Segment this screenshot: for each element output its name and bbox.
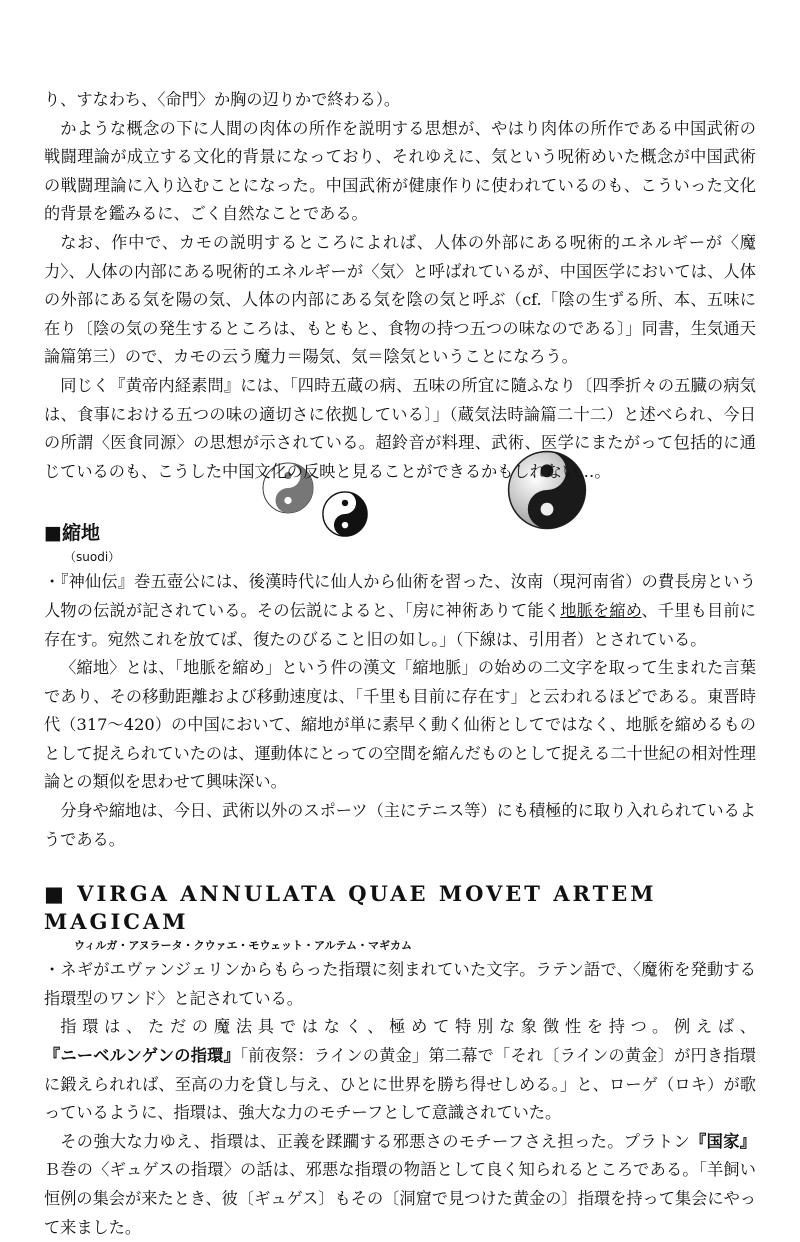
bold-title: 『国家』 <box>690 1131 756 1151</box>
paragraph-text: ・『神仙伝』巻五壺公には、後漢時代に仙人から仙術を習った、汝南（現河南省）の費長房という人物の伝説が記されている。その伝説によると、「房に神術ありて能く <box>44 572 756 620</box>
section2-paragraph-3: 分身や縮地は、今日、武術以外のスポーツ（主にテニス等）にも積極的に取り入れられているようである。 <box>44 801 756 849</box>
document-page <box>44 86 756 1242</box>
paragraph-text: その強大な力ゆえ、指環は、正義を蹂躙する邪悪さのモチーフさえ担った。プラトン <box>60 1131 691 1151</box>
section3-paragraph-1: ・ネギがエヴァンジェリンからもらった指環に刻まれていた文字。ラテン語で、〈魔術を発動する指環型のワンド〉と記されている。 <box>44 960 756 1008</box>
section3-paragraph-3 <box>44 1128 756 1242</box>
paragraph-text: 指環は、ただの魔法具ではなく、極めて特別な象徴性を持つ。例えば、 <box>60 1017 756 1037</box>
bold-title: 『ニーベルンゲンの指環』 <box>44 1046 240 1066</box>
section1-paragraph-1: り、すなわち、〈命門〉か胸の辺りかで終わる）。 <box>44 90 401 109</box>
section3-paragraph-2 <box>44 1013 756 1127</box>
section1-paragraph-2: かような概念の下に人間の肉体の所作を説明する思想が、やはり肉体の所作である中国武術の戦闘理論が成立する文化的背景になっており、それゆえに、気という呪術めいた概念が中国武術の戦闘理論に入り込むことになった。中国武術が健康作りに使われているのも、こういった文化的背景を鑑みるに、ごく自然なことである。 <box>44 118 756 224</box>
section-reading-suodi: （suodi） <box>64 550 121 565</box>
section1-paragraph-4: 同じく『黄帝内経素問』には、「四時五蔵の病、五味の所宜に隨ふなり〔四季折々の五臓の病気は、食事における五つの味の適切さに依拠している〕」（蔵気法時論篇二十二）と述べられ、今日の所謂〈医食同源〉の思想が示されている。超鈴音が料理、武術、医学にまたがって包括的に通じているのも、こうした中国文化の反映と見ることができるかもしれない…。 <box>44 375 756 481</box>
section1-paragraph-3: なお、作中で、カモの説明するところによれば、人体の外部にある呪術的エネルギーが〈魔力〉、人体の内部にある呪術的エネルギーが〈気〉と呼ばれているが、中国医学においては、人体の外部にある気を陽の気、人体の内部にある気を陰の気と呼ぶ（cf.「陰の生ずる所、本、五味に在り〔陰の気の発生するところは、もともと、食物の持つ五つの味なのである〕」同書，生気通天論篇第三）ので、カモの云う魔力＝陽気、気＝陰気ということになろう。 <box>44 232 756 367</box>
paragraph-text: 「前夜祭：ラインの黄金」第二幕で「それ〔ラインの黄金〕が円き指環に鍛えられれば、至高の力を貸し与え、ひとに世界を勝ち得せしめる。」と、ローゲ（ロキ）が歌っているように、指環は、強大な力のモチーフとして意識されていた。 <box>44 1046 756 1123</box>
section2-paragraph-2: 〈縮地〉とは、「地脈を縮め」という件の漢文「縮地脈」の始めの二文字を取って生まれた言葉であり、その移動距離および移動速度は、「千里も目前に存在す」と云われるほどである。東晋時代（317～420）の中国において、縮地が単に素早く動く仙術としてではなく、地脈を縮めるものとして捉えられていたのは、運動体にとっての空間を縮んだものとして捉える二十世紀の相対性理論との類似を思わせて興味深い。 <box>44 658 756 792</box>
section-heading-virga: ■ VIRGA ANNULATA QUAE MOVET ARTEM MAGICAM <box>44 881 657 935</box>
section-heading-shukuchi: ■縮地 <box>44 522 100 545</box>
section-reading-virga: ウィルガ・アヌラータ・クウァエ・モウェット・アルテム・マギカム <box>74 939 413 953</box>
underlined-quote: 地脈を縮め <box>560 600 642 620</box>
paragraph-text: Ｂ巻の〈ギュゲスの指環〉の話は、邪悪な指環の物語として良く知られるところである。「羊飼い恒例の集会が来たとき、彼〔ギュゲス〕もその〔洞窟で見つけた黄金の〕指環を持って集会にやって来ました。 <box>44 1160 756 1237</box>
paragraph-text: 、千里も目前に存在す。宛然これを放てば、復たのびること旧の如し。」（下線は、引用者）とされている。 <box>44 600 756 649</box>
section2-paragraph-1 <box>44 568 756 654</box>
